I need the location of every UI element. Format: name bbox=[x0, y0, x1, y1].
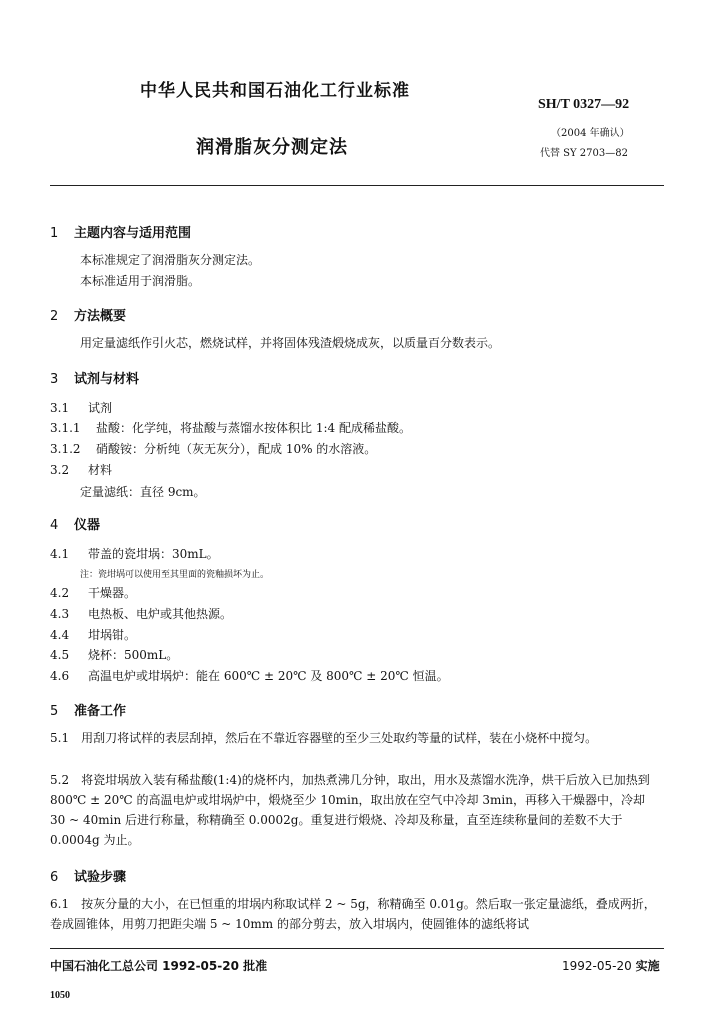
note: 注：瓷坩埚可以使用至其里面的瓷釉损坏为止。 bbox=[80, 570, 270, 580]
item-3-2 bbox=[50, 461, 112, 478]
paragraph: 本标准规定了润滑脂灰分测定法。 bbox=[80, 253, 261, 267]
paragraph-6-1: 6.1 按灰分量的大小，在已恒重的坩埚内称取试样 2 ~ 5g，称精确至 0.01g。然后取一张定量滤纸，叠成两折，卷成圆锥体，用剪刀把距尖端 5 ~ 10mm 的部分剪去，放入坩埚内，使圆锥体的滤纸将试 bbox=[50, 897, 656, 931]
section-title: 试剂与材料 bbox=[74, 372, 140, 387]
section-number: 3 bbox=[50, 372, 59, 387]
confirm-note: （2004 年确认） bbox=[551, 128, 630, 139]
item-number: 3.1.1 bbox=[50, 421, 81, 435]
item-text: 试剂 bbox=[88, 401, 113, 415]
section-title: 准备工作 bbox=[74, 704, 127, 719]
item-text: 盐酸：化学纯，将盐酸与蒸馏水按体积比 1:4 配成稀盐酸。 bbox=[96, 421, 411, 435]
implementation-label: 实施 bbox=[635, 959, 660, 973]
paragraph-5-1: 5.1 用刮刀将试样的表层刮掉，然后在不靠近容器壁的至少三处取约等量的试样，装在小烧杯中搅匀。 bbox=[50, 731, 598, 745]
footer-divider bbox=[50, 948, 664, 949]
item-number: 4.6 bbox=[50, 669, 70, 683]
section-title: 仪器 bbox=[74, 518, 101, 533]
item-text: 高温电炉或坩埚炉：能在 600℃ ± 20℃ 及 800℃ ± 20℃ 恒温。 bbox=[88, 669, 449, 683]
item-text: 材料 bbox=[88, 463, 113, 477]
page-number: 1050 bbox=[50, 990, 70, 1001]
item-text: 电热板、电炉或其他热源。 bbox=[88, 607, 233, 621]
item-3-1-1 bbox=[50, 419, 411, 436]
section-title: 方法概要 bbox=[74, 309, 127, 324]
industry-title: 中华人民共和国石油化工行业标准 bbox=[140, 81, 410, 101]
item-text: 坩埚钳。 bbox=[88, 628, 137, 642]
paragraph: 本标准适用于润滑脂。 bbox=[80, 274, 201, 288]
item-3-1 bbox=[50, 399, 112, 416]
item-number: 4.2 bbox=[50, 586, 70, 600]
item-3-1-2 bbox=[50, 440, 376, 457]
item-4-5 bbox=[50, 646, 178, 663]
item-number: 3.1 bbox=[50, 401, 70, 415]
section-5-heading bbox=[50, 700, 126, 719]
item-number: 3.1.2 bbox=[50, 442, 81, 456]
item-number: 4.5 bbox=[50, 648, 70, 662]
item-text: 硝酸铵：分析纯（灰无灰分），配成 10% 的水溶液。 bbox=[96, 442, 377, 456]
section-number: 5 bbox=[50, 704, 59, 719]
item-4-1 bbox=[50, 545, 219, 562]
section-number: 1 bbox=[50, 226, 59, 241]
item-number: 4.1 bbox=[50, 547, 70, 561]
item-number: 4.3 bbox=[50, 607, 70, 621]
document-title: 润滑脂灰分测定法 bbox=[196, 137, 348, 158]
section-title: 主题内容与适用范围 bbox=[74, 226, 192, 241]
implementation-date: 1992-05-20 bbox=[562, 959, 632, 973]
paragraph-5-2: 5.2 将瓷坩埚放入装有稀盐酸(1:4)的烧杯内，加热煮沸几分钟，取出，用水及蒸馏水洗净，烘干后放入已加热到 800℃ ± 20℃ 的高温电炉或坩埚炉中，煅烧至少 10min，取出放在空气中冷却 3min，再移入干燥器中，冷却 30 ~ 40min 后进行称量，称精确至 0.0002g。重复进行煅烧、冷却及称量，直至连续称量间的差数不大于 0.0004g 为止。 bbox=[50, 773, 650, 847]
implementation-line bbox=[562, 957, 660, 974]
item-number: 4.4 bbox=[50, 628, 70, 642]
section-number: 2 bbox=[50, 309, 59, 324]
approval-line: 中国石油化工总公司 1992-05-20 批准 bbox=[50, 959, 268, 973]
header-divider bbox=[50, 185, 664, 186]
section-title: 试验步骤 bbox=[74, 870, 127, 885]
section-6-heading bbox=[50, 866, 126, 885]
item-text: 干燥器。 bbox=[88, 586, 137, 600]
item-number: 3.2 bbox=[50, 463, 70, 477]
item-4-4 bbox=[50, 626, 136, 643]
item-4-6 bbox=[50, 667, 449, 684]
section-1-heading bbox=[50, 222, 191, 241]
item-text: 带盖的瓷坩埚：30mL。 bbox=[88, 547, 219, 561]
section-2-heading bbox=[50, 305, 126, 324]
section-3-heading bbox=[50, 368, 139, 387]
standard-code: SH/T 0327—92 bbox=[538, 97, 630, 112]
replaces-note: 代替 SY 2703—82 bbox=[540, 148, 628, 159]
paragraph: 用定量滤纸作引火芯，燃烧试样，并将固体残渣煅烧成灰，以质量百分数表示。 bbox=[80, 336, 501, 350]
section-4-heading bbox=[50, 514, 100, 533]
section-number: 6 bbox=[50, 870, 59, 885]
paragraph: 定量滤纸：直径 9cm。 bbox=[80, 485, 206, 499]
item-4-3 bbox=[50, 605, 232, 622]
item-text: 烧杯：500mL。 bbox=[88, 648, 179, 662]
section-number: 4 bbox=[50, 518, 59, 533]
item-4-2 bbox=[50, 584, 136, 601]
